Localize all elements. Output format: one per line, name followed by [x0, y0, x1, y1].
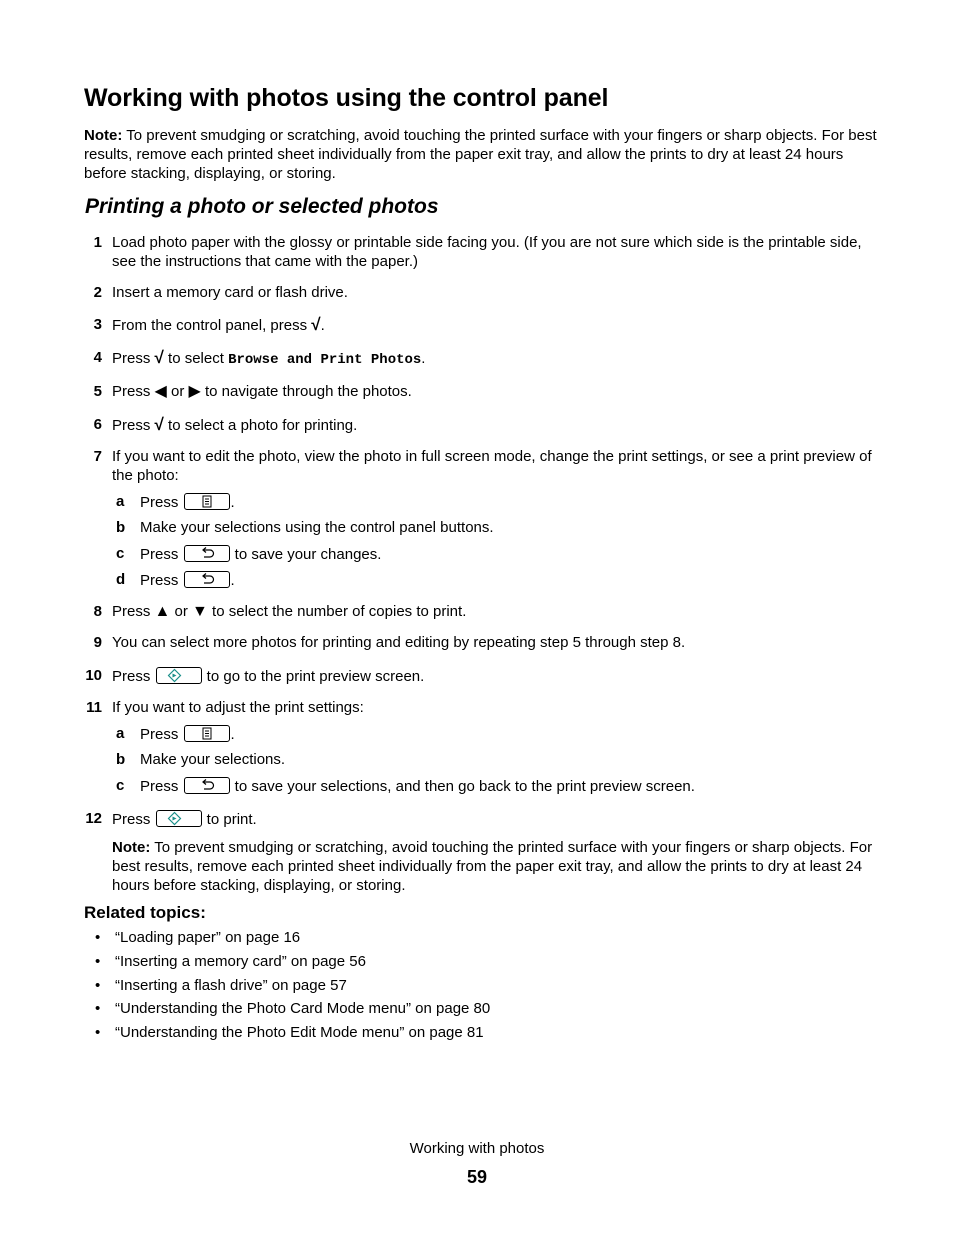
bottom-note: [112, 838, 877, 895]
page-number: 59: [466, 1167, 488, 1187]
menu-item-name: Browse and Print Photos: [228, 352, 422, 368]
step-number: 12: [85, 810, 102, 827]
related-topic-link[interactable]: • “Understanding the Photo Card Mode menu” on page 80: [95, 1000, 491, 1018]
right-arrow-icon: ▶: [188, 383, 201, 400]
step-text: If you want to adjust the print settings:: [112, 699, 364, 716]
check-icon: √: [311, 315, 321, 334]
back-icon: [184, 545, 230, 562]
step-number: 5: [93, 383, 102, 400]
step-text: Press √ to select Browse and Print Photos.: [112, 348, 426, 368]
step-number: 10: [85, 667, 102, 684]
step-number: 2: [93, 284, 102, 301]
step-text: Insert a memory card or flash drive.: [112, 284, 348, 301]
related-topics-title: Related topics:: [84, 903, 206, 922]
substep-letter: a: [116, 493, 125, 510]
top-note: [84, 126, 884, 183]
bullet-icon: •: [95, 1024, 101, 1042]
related-topics-list: [84, 928, 490, 1047]
substep-letter: d: [116, 571, 126, 588]
down-arrow-icon: ▼: [192, 603, 208, 620]
step-number: 9: [93, 634, 102, 651]
related-topic-link[interactable]: • “Inserting a memory card” on page 56: [95, 952, 366, 970]
bullet-icon: •: [95, 1000, 101, 1018]
step-number: 8: [93, 603, 102, 620]
note-label: Note:: [84, 127, 123, 144]
step-text: Press √ to select a photo for printing.: [112, 415, 358, 434]
step-text: From the control panel, press √.: [112, 315, 325, 334]
step-number: 6: [93, 416, 102, 433]
menu-icon: [184, 725, 230, 742]
step-text: Press to go to the print preview screen.: [112, 668, 425, 685]
substep-letter: c: [116, 777, 125, 794]
back-icon: [184, 777, 230, 794]
left-arrow-icon: ◀: [154, 383, 167, 400]
footer-label: Working with photos: [409, 1140, 545, 1157]
bullet-icon: •: [95, 976, 101, 994]
related-topic-link[interactable]: • “Inserting a flash drive” on page 57: [95, 976, 347, 994]
step-text: You can select more photos for printing and editing by repeating step 5 through step 8.: [112, 634, 686, 651]
step-number: 3: [93, 316, 102, 333]
page-title: Working with photos using the control panel: [84, 84, 609, 112]
start-icon: [156, 667, 202, 684]
note-text: To prevent smudging or scratching, avoid touching the printed surface with your fingers or sharp objects. For best results, remove each printed sheet individually from the paper exit tray, and allow the prints to dry at least 24 hours before stacking, displaying, or storing.: [112, 839, 873, 894]
back-icon: [184, 571, 230, 588]
step-text: If you want to edit the photo, view the photo in full screen mode, change the print settings, or see a print preview of the photo:: [112, 448, 872, 484]
start-icon: [156, 810, 202, 827]
bullet-icon: •: [95, 929, 101, 946]
bullet-icon: •: [95, 952, 101, 970]
step-text: Load photo paper with the glossy or printable side facing you. (If you are not sure which side is the printable side, see the instructions that came with the paper.): [112, 234, 862, 270]
step-text: Press ◀ or ▶ to navigate through the photos.: [112, 383, 412, 400]
up-arrow-icon: ▲: [154, 603, 171, 620]
check-icon: √: [154, 415, 164, 434]
step-number: 1: [93, 234, 102, 251]
section-title: Printing a photo or selected photos: [85, 195, 439, 218]
related-topic-link[interactable]: • “Understanding the Photo Edit Mode menu” on page 81: [95, 1024, 484, 1042]
substep-letter: a: [116, 725, 125, 742]
step-number: 7: [93, 448, 102, 465]
note-text: To prevent smudging or scratching, avoid touching the printed surface with your fingers or sharp objects. For best results, remove each printed sheet individually from the paper exit tray, and allow the prints to dry at least 24 hours before stacking, displaying, or storing.: [84, 127, 877, 182]
step-number: 11: [86, 699, 102, 716]
step-text: Press ▲ or ▼ to select the number of copies to print.: [112, 603, 467, 620]
menu-icon: [184, 493, 230, 510]
substep-letter: b: [116, 519, 126, 536]
substep-letter: c: [116, 545, 125, 562]
step-text: Press to print.: [112, 811, 257, 828]
step-number: 4: [93, 349, 102, 366]
related-topic-link[interactable]: • “Loading paper” on page 16: [95, 929, 301, 946]
note-label: Note:: [112, 839, 151, 856]
check-icon: √: [154, 348, 164, 367]
substep-letter: b: [116, 751, 126, 768]
